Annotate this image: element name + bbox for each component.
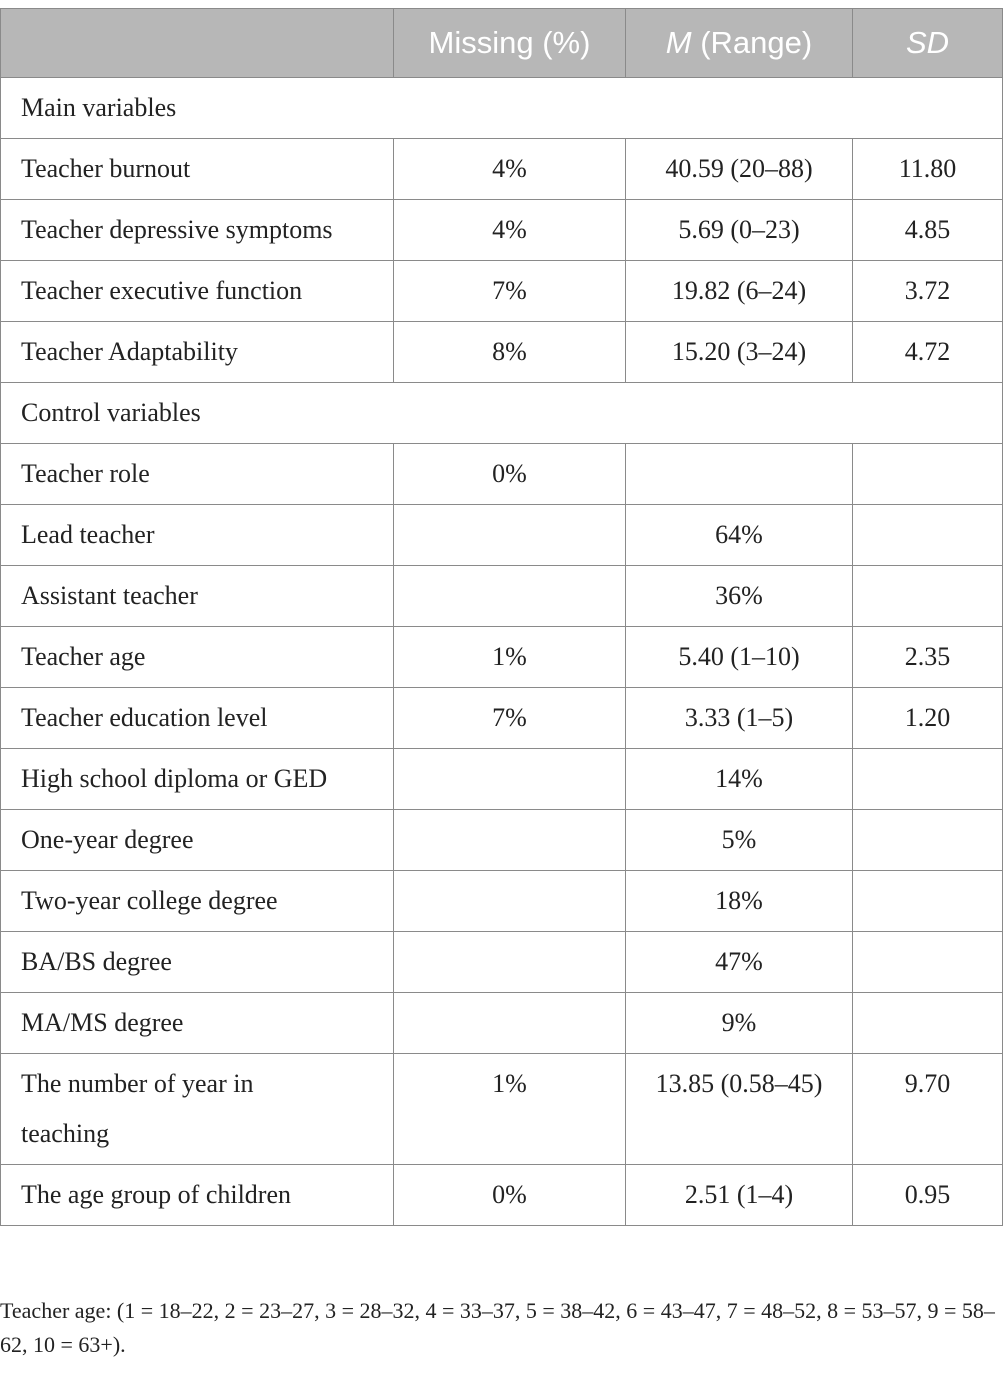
subcategory-row bbox=[1, 932, 1003, 993]
sd-cell: 3.72 bbox=[853, 261, 1003, 322]
mean-range-cell: 2.51 (1–4) bbox=[626, 1165, 853, 1226]
mean-range-cell: 18% bbox=[626, 871, 853, 932]
variable-cell: Two-year college degree bbox=[1, 871, 394, 932]
sd-cell: 9.70 bbox=[853, 1054, 1003, 1165]
sd-cell bbox=[853, 932, 1003, 993]
mean-range-cell: 5.40 (1–10) bbox=[626, 627, 853, 688]
header-mean-symbol: M bbox=[665, 25, 692, 60]
sd-cell bbox=[853, 871, 1003, 932]
subcategory-row bbox=[1, 749, 1003, 810]
mean-range-cell: 36% bbox=[626, 566, 853, 627]
header-missing: Missing (%) bbox=[394, 9, 626, 78]
table-row bbox=[1, 200, 1003, 261]
mean-range-cell: 14% bbox=[626, 749, 853, 810]
header-range-label: (Range) bbox=[691, 25, 813, 60]
mean-range-cell: 5% bbox=[626, 810, 853, 871]
variable-cell: Teacher executive function bbox=[1, 261, 394, 322]
table-row bbox=[1, 688, 1003, 749]
section-label: Main variables bbox=[1, 78, 1003, 139]
missing-cell: 1% bbox=[394, 627, 626, 688]
table-row bbox=[1, 139, 1003, 200]
missing-cell: 7% bbox=[394, 261, 626, 322]
variable-cell: Teacher education level bbox=[1, 688, 394, 749]
missing-cell bbox=[394, 566, 626, 627]
subcategory-row bbox=[1, 505, 1003, 566]
section-row bbox=[1, 383, 1003, 444]
mean-range-cell: 40.59 (20–88) bbox=[626, 139, 853, 200]
sd-cell: 4.72 bbox=[853, 322, 1003, 383]
subcategory-row bbox=[1, 993, 1003, 1054]
variable-cell: BA/BS degree bbox=[1, 932, 394, 993]
missing-cell: 4% bbox=[394, 200, 626, 261]
table-row bbox=[1, 322, 1003, 383]
sd-cell bbox=[853, 993, 1003, 1054]
variable-cell: Teacher burnout bbox=[1, 139, 394, 200]
sd-cell bbox=[853, 566, 1003, 627]
variable-cell: Teacher depressive symptoms bbox=[1, 200, 394, 261]
mean-range-cell: 13.85 (0.58–45) bbox=[626, 1054, 853, 1165]
missing-cell: 4% bbox=[394, 139, 626, 200]
missing-cell: 1% bbox=[394, 1054, 626, 1165]
missing-cell bbox=[394, 810, 626, 871]
table-row bbox=[1, 444, 1003, 505]
descriptive-statistics-table bbox=[0, 8, 1003, 1226]
subcategory-row bbox=[1, 871, 1003, 932]
missing-cell bbox=[394, 871, 626, 932]
subcategory-row bbox=[1, 810, 1003, 871]
missing-cell bbox=[394, 749, 626, 810]
sd-cell bbox=[853, 810, 1003, 871]
variable-cell: The number of year in teaching bbox=[1, 1054, 394, 1165]
sd-cell bbox=[853, 749, 1003, 810]
subcategory-row bbox=[1, 566, 1003, 627]
variable-cell: Assistant teacher bbox=[1, 566, 394, 627]
table-footnote: Teacher age: (1 = 18–22, 2 = 23–27, 3 = 28–32, 4 = 33–37, 5 = 38–42, 6 = 43–47, 7 = 48–52, 8 = 53–57, 9 = 58–62, 10 = 63+). bbox=[0, 1298, 995, 1357]
sd-cell bbox=[853, 505, 1003, 566]
section-label: Control variables bbox=[1, 383, 1003, 444]
missing-cell bbox=[394, 932, 626, 993]
header-mean-range bbox=[626, 9, 853, 78]
section-row bbox=[1, 78, 1003, 139]
missing-cell: 0% bbox=[394, 444, 626, 505]
missing-cell: 7% bbox=[394, 688, 626, 749]
mean-range-cell: 47% bbox=[626, 932, 853, 993]
sd-cell bbox=[853, 444, 1003, 505]
table-row bbox=[1, 627, 1003, 688]
table-row bbox=[1, 1054, 1003, 1165]
header-sd-symbol: SD bbox=[905, 25, 950, 60]
mean-range-cell: 64% bbox=[626, 505, 853, 566]
table-row bbox=[1, 1165, 1003, 1226]
mean-range-cell: 3.33 (1–5) bbox=[626, 688, 853, 749]
variable-cell: Teacher age bbox=[1, 627, 394, 688]
mean-range-cell bbox=[626, 444, 853, 505]
header-row bbox=[1, 9, 1003, 78]
missing-cell: 8% bbox=[394, 322, 626, 383]
table-row bbox=[1, 261, 1003, 322]
variable-cell: Teacher Adaptability bbox=[1, 322, 394, 383]
variable-cell: High school diploma or GED bbox=[1, 749, 394, 810]
variable-cell: Teacher role bbox=[1, 444, 394, 505]
table-body bbox=[1, 78, 1003, 1226]
sd-cell: 1.20 bbox=[853, 688, 1003, 749]
mean-range-cell: 19.82 (6–24) bbox=[626, 261, 853, 322]
variable-cell: Lead teacher bbox=[1, 505, 394, 566]
missing-cell bbox=[394, 993, 626, 1054]
variable-cell: MA/MS degree bbox=[1, 993, 394, 1054]
mean-range-cell: 9% bbox=[626, 993, 853, 1054]
mean-range-cell: 5.69 (0–23) bbox=[626, 200, 853, 261]
sd-cell: 2.35 bbox=[853, 627, 1003, 688]
header-sd bbox=[853, 9, 1003, 78]
header-variable bbox=[1, 9, 394, 78]
missing-cell: 0% bbox=[394, 1165, 626, 1226]
sd-cell: 4.85 bbox=[853, 200, 1003, 261]
variable-cell: The age group of children bbox=[1, 1165, 394, 1226]
sd-cell: 11.80 bbox=[853, 139, 1003, 200]
missing-cell bbox=[394, 505, 626, 566]
sd-cell: 0.95 bbox=[853, 1165, 1003, 1226]
variable-cell: One-year degree bbox=[1, 810, 394, 871]
mean-range-cell: 15.20 (3–24) bbox=[626, 322, 853, 383]
